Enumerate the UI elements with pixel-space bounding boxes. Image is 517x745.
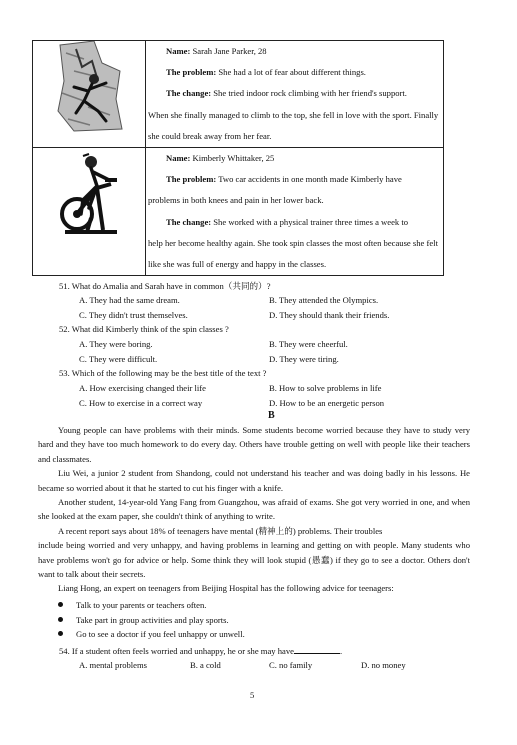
rock-climber-illustration [54, 41, 124, 133]
answer-option[interactable]: D. How to be an energetic person [269, 398, 385, 408]
advice-item: Talk to your parents or teachers often. [56, 598, 245, 613]
profile-problem: She had a lot of fear about different things. [218, 67, 366, 78]
answer-option[interactable]: A. They were boring. [79, 339, 153, 349]
answer-option[interactable]: A. How exercising changed their life [79, 383, 206, 393]
answer-option[interactable]: B. How to solve problems in life [269, 383, 382, 393]
advice-item: Take part in group activities and play sports. [56, 613, 245, 628]
passage-paragraph-continued: include being worried and very unhappy, and having problems in learning and getting on with people. Many students who have problems won't go for advice or help. Some think they will look stupid (愚蠢) if they go to see a doctor. Others don't want to talk about their secrets. [38, 540, 470, 580]
profile-row-sarah [33, 41, 444, 148]
advice-list [56, 598, 245, 642]
page-number: 5 [250, 690, 255, 700]
profile-change-line1: She tried indoor rock climbing with her friend's support. [213, 88, 407, 99]
answer-option[interactable]: C. They didn't trust themselves. [79, 310, 188, 320]
passage-paragraph: A recent report says about 18% of teenagers have mental (精神上的) problems. Their troubles [58, 525, 383, 536]
profiles-table [32, 40, 444, 276]
profile-text-sarah [146, 41, 444, 148]
question-stem: 52. What did Kimberly think of the spin classes ? [59, 324, 229, 334]
profile-change-rest: When she finally managed to climb to the top, she fell in love with the sport. Finally she could break away from her fear. [148, 109, 439, 141]
answer-option[interactable]: A. They had the same dream. [79, 295, 180, 305]
passage-paragraph: Another student, 14-year-old Yang Fang from Guangzhou, was afraid of exams. She got very worried in one, and when she looked at the exam paper, she couldn't think of anything to write. [38, 497, 470, 522]
passage-paragraph: Young people can have problems with their minds. Some students become worried because they have to study very hard and they have too much homework to do every day. Others have trouble getting on well with people like their teachers and classmates. [38, 425, 470, 464]
problem-label: The problem: [166, 67, 217, 78]
question-stem-54 [59, 645, 342, 656]
answer-option[interactable]: B. They attended the Olympics. [269, 295, 379, 305]
section-heading: B [268, 410, 275, 421]
answer-option[interactable]: D. They were tiring. [269, 354, 339, 364]
answer-option[interactable]: C. They were difficult. [79, 354, 158, 364]
reading-passage [38, 423, 470, 596]
question-stem: 51. What do Amalia and Sarah have in common（共同的）? [59, 281, 271, 291]
answer-option[interactable]: B. They were cheerful. [269, 339, 348, 349]
problem-label: The problem: [166, 174, 217, 185]
profile-text-kimberly [146, 148, 444, 276]
answer-blank[interactable] [294, 645, 343, 656]
question-stem: 54. If a student often feels worried and unhappy, he or she may have [59, 646, 294, 656]
answer-option[interactable]: C. no family [269, 660, 313, 670]
passage-paragraph: Liu Wei, a junior 2 student from Shandong, could not understand his teacher and was doing badly in his lessons. He became so worried about it that he started to cut his finger with a knife. [38, 468, 470, 493]
profile-row-kimberly [33, 148, 444, 276]
spin-bike-illustration [47, 148, 131, 242]
answer-option[interactable]: C. How to exercise in a correct way [79, 398, 203, 408]
answer-option[interactable]: B. a cold [190, 660, 221, 670]
change-label: The change: [166, 88, 212, 99]
name-label: Name: [166, 46, 191, 56]
profile-problem-line1: Two car accidents in one month made Kimberly have [218, 174, 402, 185]
advice-item: Go to see a doctor if you feel unhappy or unwell. [56, 627, 245, 642]
change-label: The change: [166, 216, 212, 227]
passage-paragraph: Liang Hong, an expert on teenagers from Beijing Hospital has the following advice for teenagers: [58, 583, 394, 594]
profile-change-rest: help her become healthy again. She took spin classes the most often because she felt like she was full of energy and happy in the classes. [148, 237, 438, 270]
picture-cell [33, 148, 146, 276]
picture-cell [33, 41, 146, 148]
question-stem-end: . [339, 646, 343, 656]
profile-name: Kimberly Whittaker, 25 [192, 153, 275, 164]
profile-problem-rest: problems in both knees and pain in her lower back. [148, 195, 324, 206]
answer-option[interactable]: D. no money [361, 660, 406, 670]
profile-change-line1: She worked with a physical trainer three times a week to [213, 216, 409, 227]
answer-option[interactable]: D. They should thank their friends. [269, 310, 390, 320]
name-label: Name: [166, 153, 191, 164]
question-stem: 53. Which of the following may be the best title of the text ? [59, 368, 267, 378]
answer-option[interactable]: A. mental problems [79, 660, 148, 670]
profile-name: Sarah Jane Parker, 28 [192, 46, 267, 56]
